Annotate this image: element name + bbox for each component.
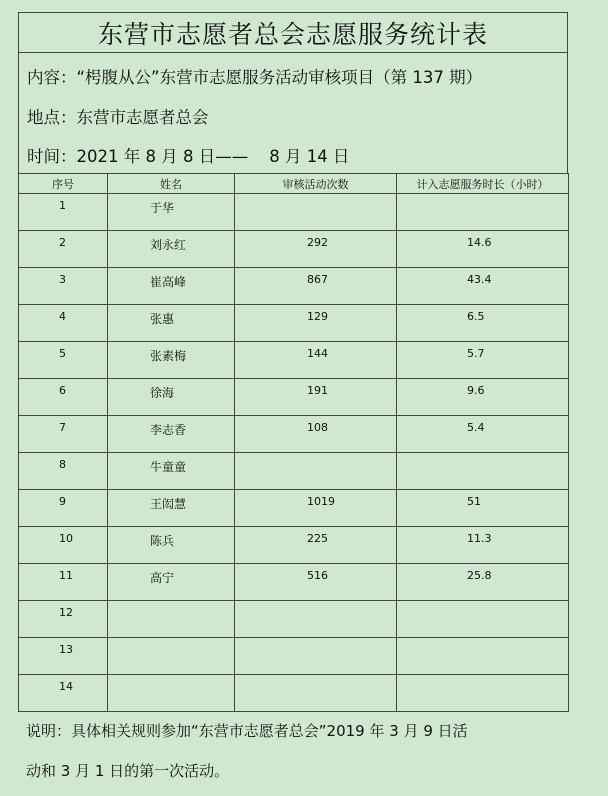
row-index: 12 bbox=[59, 606, 73, 619]
row-count-cell bbox=[235, 453, 397, 490]
row-count-cell bbox=[235, 638, 397, 675]
table-row bbox=[19, 194, 569, 231]
row-hours-cell bbox=[397, 231, 569, 268]
row-hours-cell bbox=[397, 268, 569, 305]
row-count-cell bbox=[235, 675, 397, 712]
time-end: 8 月 14 日 bbox=[269, 147, 350, 166]
row-index-cell bbox=[19, 527, 108, 564]
row-index: 1 bbox=[59, 199, 66, 212]
row-hours-cell bbox=[397, 527, 569, 564]
row-count bbox=[235, 601, 396, 606]
row-index-cell bbox=[19, 342, 108, 379]
row-index-cell bbox=[19, 638, 108, 675]
row-name-cell bbox=[108, 601, 235, 638]
row-count-cell bbox=[235, 231, 397, 268]
row-hours-cell bbox=[397, 601, 569, 638]
row-index: 13 bbox=[59, 643, 73, 656]
row-name-cell bbox=[108, 231, 235, 268]
row-index-cell bbox=[19, 231, 108, 268]
row-count-cell bbox=[235, 527, 397, 564]
row-count: 292 bbox=[307, 236, 328, 249]
row-index-cell bbox=[19, 416, 108, 453]
table-row bbox=[19, 416, 569, 453]
table-row bbox=[19, 342, 569, 379]
header-hours: 计入志愿服务时长（小时） bbox=[397, 174, 569, 194]
row-name-cell bbox=[108, 268, 235, 305]
row-index-cell bbox=[19, 601, 108, 638]
time-line bbox=[27, 143, 349, 167]
row-index: 7 bbox=[59, 421, 66, 434]
table-row bbox=[19, 638, 569, 675]
row-count-cell bbox=[235, 305, 397, 342]
row-name-cell bbox=[108, 638, 235, 675]
table-header-row bbox=[19, 174, 569, 194]
row-hours bbox=[397, 638, 568, 643]
row-count: 129 bbox=[307, 310, 328, 323]
row-hours-cell bbox=[397, 379, 569, 416]
row-index: 8 bbox=[59, 458, 66, 471]
row-hours bbox=[397, 675, 568, 680]
row-name: 陈兵 bbox=[150, 534, 175, 548]
row-hours: 9.6 bbox=[467, 384, 485, 397]
table-row bbox=[19, 379, 569, 416]
row-count: 191 bbox=[307, 384, 328, 397]
note-line-2: 动和 3 月 1 日的第一次活动。 bbox=[26, 762, 230, 780]
row-hours bbox=[397, 453, 568, 458]
row-name-cell bbox=[108, 342, 235, 379]
row-index-cell bbox=[19, 379, 108, 416]
row-name: 刘永红 bbox=[150, 238, 187, 252]
table-row bbox=[19, 564, 569, 601]
row-index-cell bbox=[19, 675, 108, 712]
row-hours-cell bbox=[397, 638, 569, 675]
row-name-cell bbox=[108, 379, 235, 416]
row-hours-cell bbox=[397, 342, 569, 379]
row-hours: 14.6 bbox=[467, 236, 492, 249]
document-title: 东营市志愿者总会志愿服务统计表 bbox=[18, 12, 568, 53]
table-row bbox=[19, 453, 569, 490]
row-hours-cell bbox=[397, 194, 569, 231]
row-index: 10 bbox=[59, 532, 73, 545]
row-hours: 11.3 bbox=[467, 532, 492, 545]
row-index-cell bbox=[19, 453, 108, 490]
table-row bbox=[19, 268, 569, 305]
row-count: 144 bbox=[307, 347, 328, 360]
row-count bbox=[235, 453, 396, 458]
row-index: 5 bbox=[59, 347, 66, 360]
row-count bbox=[235, 675, 396, 680]
header-count: 审核活动次数 bbox=[235, 174, 397, 194]
row-hours bbox=[397, 194, 568, 199]
row-name bbox=[108, 675, 234, 680]
table-row bbox=[19, 601, 569, 638]
row-name bbox=[108, 601, 234, 606]
row-index-cell bbox=[19, 564, 108, 601]
row-hours bbox=[397, 601, 568, 606]
row-name-cell bbox=[108, 416, 235, 453]
row-name: 王闳慧 bbox=[150, 497, 187, 511]
time-start: 时间：2021 年 8 月 8 日—— bbox=[27, 147, 249, 166]
row-count-cell bbox=[235, 342, 397, 379]
row-hours-cell bbox=[397, 453, 569, 490]
table-row bbox=[19, 527, 569, 564]
row-name: 徐海 bbox=[150, 386, 175, 400]
row-count-cell bbox=[235, 379, 397, 416]
row-count-cell bbox=[235, 601, 397, 638]
table-row bbox=[19, 305, 569, 342]
row-index: 9 bbox=[59, 495, 66, 508]
row-name-cell bbox=[108, 564, 235, 601]
row-count-cell bbox=[235, 564, 397, 601]
row-name: 张惠 bbox=[150, 312, 175, 326]
note-line-1: 说明：具体相关规则参加“东营市志愿者总会”2019 年 3 月 9 日活 bbox=[26, 722, 468, 740]
row-index: 4 bbox=[59, 310, 66, 323]
row-index: 3 bbox=[59, 273, 66, 286]
row-name: 张素梅 bbox=[150, 349, 187, 363]
row-name: 高宁 bbox=[150, 571, 175, 585]
row-name bbox=[108, 638, 234, 643]
table-row bbox=[19, 675, 569, 712]
header-index: 序号 bbox=[19, 174, 108, 194]
row-index: 14 bbox=[59, 680, 73, 693]
table-row bbox=[19, 231, 569, 268]
content-line: 内容：“枵腹从公”东营市志愿服务活动审核项目（第 137 期） bbox=[27, 68, 483, 87]
row-count-cell bbox=[235, 194, 397, 231]
row-hours: 25.8 bbox=[467, 569, 492, 582]
table-row bbox=[19, 490, 569, 527]
row-index-cell bbox=[19, 194, 108, 231]
row-hours-cell bbox=[397, 416, 569, 453]
header-name: 姓名 bbox=[108, 174, 235, 194]
row-name-cell bbox=[108, 305, 235, 342]
row-index: 2 bbox=[59, 236, 66, 249]
row-name-cell bbox=[108, 527, 235, 564]
row-index-cell bbox=[19, 305, 108, 342]
row-count-cell bbox=[235, 490, 397, 527]
row-name: 崔高峰 bbox=[150, 275, 187, 289]
row-name-cell bbox=[108, 675, 235, 712]
row-count: 1019 bbox=[307, 495, 335, 508]
row-name-cell bbox=[108, 194, 235, 231]
row-index: 11 bbox=[59, 569, 73, 582]
row-count-cell bbox=[235, 416, 397, 453]
row-count: 867 bbox=[307, 273, 328, 286]
row-hours: 6.5 bbox=[467, 310, 485, 323]
row-hours-cell bbox=[397, 490, 569, 527]
row-hours: 5.4 bbox=[467, 421, 485, 434]
stats-table bbox=[18, 173, 569, 712]
row-hours: 51 bbox=[467, 495, 481, 508]
row-count: 225 bbox=[307, 532, 328, 545]
row-hours: 43.4 bbox=[467, 273, 492, 286]
row-name: 牛童童 bbox=[150, 460, 187, 474]
row-hours-cell bbox=[397, 305, 569, 342]
row-count bbox=[235, 638, 396, 643]
location-line: 地点：东营市志愿者总会 bbox=[27, 108, 209, 127]
row-hours-cell bbox=[397, 675, 569, 712]
row-index-cell bbox=[19, 490, 108, 527]
row-name: 于华 bbox=[150, 201, 175, 215]
row-index-cell bbox=[19, 268, 108, 305]
info-section bbox=[18, 52, 568, 174]
row-name-cell bbox=[108, 490, 235, 527]
row-hours-cell bbox=[397, 564, 569, 601]
row-name-cell bbox=[108, 453, 235, 490]
row-count bbox=[235, 194, 396, 199]
row-hours: 5.7 bbox=[467, 347, 485, 360]
row-name: 李志香 bbox=[150, 423, 187, 437]
row-index: 6 bbox=[59, 384, 66, 397]
row-count: 516 bbox=[307, 569, 328, 582]
row-count-cell bbox=[235, 268, 397, 305]
row-count: 108 bbox=[307, 421, 328, 434]
